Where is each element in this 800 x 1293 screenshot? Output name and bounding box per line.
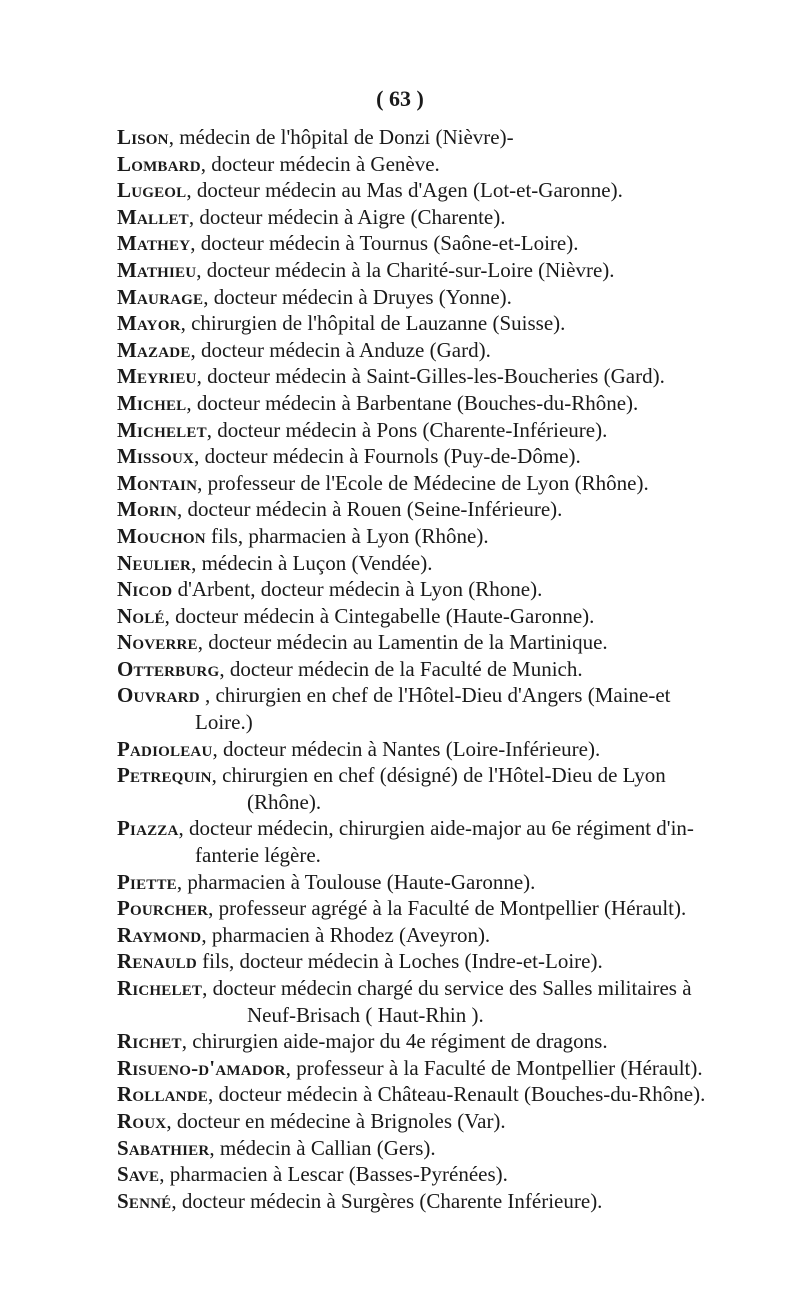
- entry-text: , docteur médecin à Pons (Charente-Inférieure).: [206, 417, 608, 442]
- entry-text: , docteur médecin à Surgères (Charente Inférieure).: [171, 1188, 603, 1213]
- entry-text: , docteur médecin à Genève.: [200, 151, 440, 176]
- entry-name: Pourcher: [117, 896, 209, 921]
- entry-name: Risueno-d'amador: [117, 1055, 286, 1080]
- entry-name: Otterburg: [117, 656, 220, 681]
- list-item-continuation: [117, 789, 677, 816]
- entry-name: Montain: [117, 470, 198, 495]
- entry-name: Roux: [117, 1108, 167, 1133]
- entry-name: Richelet: [117, 976, 203, 1000]
- entry-text: , docteur médecin à Nantes (Loire-Inférieure).: [212, 736, 601, 761]
- entry-text: , docteur médecin à Anduze (Gard).: [190, 337, 491, 362]
- entry-name: Missoux: [117, 444, 195, 469]
- list-item: [117, 895, 687, 922]
- list-item: [117, 815, 694, 842]
- entry-text: , docteur médecin de la Faculté de Munich.: [219, 656, 583, 681]
- entry-text: , docteur médecin, chirurgien aide-major au 6e régiment d'in-: [178, 816, 694, 841]
- list-item: [117, 948, 677, 975]
- entry-name: Meyrieu: [117, 364, 197, 389]
- list-item: [117, 337, 677, 364]
- list-item: [117, 124, 677, 151]
- entry-name: Piazza: [117, 816, 179, 841]
- entry-name: Neulier: [117, 550, 192, 575]
- entry-continuation-text: fanterie légère.: [195, 843, 321, 868]
- entry-text: , docteur médecin à Fournols (Puy-de-Dôme).: [194, 444, 581, 469]
- list-item: [117, 177, 677, 204]
- entry-text: , docteur médecin à Rouen (Seine-Inférieure).: [177, 497, 563, 522]
- list-item: [117, 1055, 703, 1082]
- list-item: [117, 656, 677, 683]
- entry-name: Senné: [117, 1188, 172, 1213]
- entry-text: , professeur de l'Ecole de Médecine de Lyon (Rhône).: [197, 470, 649, 495]
- entry-name: Padioleau: [117, 736, 213, 761]
- list-item: [117, 762, 677, 789]
- list-item: [117, 922, 677, 949]
- entry-text: , docteur médecin à Saint-Gilles-les-Boucheries (Gard).: [196, 364, 665, 389]
- entry-name: Maurage: [117, 284, 204, 309]
- list-item: [117, 417, 677, 444]
- entry-name: Mayor: [117, 311, 181, 336]
- entry-text: , docteur en médecine à Brignoles (Var).: [166, 1108, 506, 1133]
- list-item: [117, 257, 677, 284]
- entry-text: , pharmacien à Toulouse (Haute-Garonne).: [176, 869, 536, 894]
- list-item: [117, 390, 677, 417]
- entry-text: , chirurgien en chef de l'Hôtel-Dieu d'Angers (Maine-et: [199, 683, 671, 708]
- list-item: [117, 736, 677, 763]
- list-item: [117, 284, 677, 311]
- entry-continuation-text: Loire.): [195, 710, 253, 735]
- entry-name: Lison: [117, 125, 169, 149]
- entry-name: Renauld: [117, 949, 197, 974]
- entry-text: , docteur médecin à Cintegabelle (Haute-Garonne).: [164, 603, 595, 628]
- entry-name: Ouvrard: [117, 683, 200, 708]
- entry-name: Noverre: [117, 630, 198, 655]
- list-item: [117, 230, 677, 257]
- entry-name: Michel: [117, 390, 187, 415]
- list-item: [117, 1108, 677, 1135]
- list-item: [117, 363, 677, 390]
- list-item: [117, 470, 677, 497]
- list-item: [117, 1188, 677, 1215]
- page-number: ( 63 ): [376, 86, 424, 111]
- entry-text: , docteur médecin au Lamentin de la Martinique.: [197, 630, 608, 655]
- entry-name: Piette: [117, 869, 177, 894]
- entry-text: , docteur médecin à Château-Renault (Bouches-du-Rhône).: [207, 1082, 706, 1107]
- list-item: [117, 1028, 677, 1055]
- entry-text: , médecin à Luçon (Vendée).: [191, 550, 433, 575]
- entry-text: , docteur médecin à Aigre (Charente).: [188, 204, 506, 229]
- list-item: [117, 682, 677, 709]
- list-item: [117, 310, 677, 337]
- entry-text: , docteur médecin chargé du service des Salles militaires à: [202, 976, 692, 1000]
- entry-text: , docteur médecin à Barbentane (Bouches-du-Rhône).: [186, 390, 639, 415]
- entry-name: Mathieu: [117, 257, 197, 282]
- entry-name: Lombard: [117, 151, 201, 176]
- entry-text: fils, pharmacien à Lyon (Rhône).: [205, 523, 489, 548]
- list-item: [117, 576, 677, 603]
- list-item: [117, 523, 677, 550]
- entry-text: , docteur médecin à Druyes (Yonne).: [203, 284, 512, 309]
- entry-name: Michelet: [117, 417, 207, 442]
- entry-text: , chirurgien aide-major du 4e régiment de dragons.: [181, 1029, 608, 1054]
- subscriber-list: [117, 124, 706, 1214]
- entry-text: , pharmacien à Lescar (Basses-Pyrénées).: [159, 1162, 508, 1187]
- entry-text: , professeur à la Faculté de Montpellier (Hérault).: [285, 1055, 703, 1080]
- entry-text: , docteur médecin à Tournus (Saône-et-Loire).: [190, 231, 579, 256]
- list-item: [117, 496, 677, 523]
- entry-text: , médecin de l'hôpital de Donzi (Nièvre)-: [168, 125, 514, 149]
- entry-text: , chirurgien de l'hôpital de Lauzanne (Suisse).: [180, 311, 566, 336]
- list-item: [117, 443, 677, 470]
- list-item-continuation: [117, 709, 677, 736]
- entry-name: Lugeol: [117, 178, 187, 203]
- entry-name: Morin: [117, 497, 177, 522]
- entry-name: Nicod: [117, 577, 173, 602]
- entry-text: fils, docteur médecin à Loches (Indre-et-Loire).: [196, 949, 603, 974]
- list-item: [117, 1161, 677, 1188]
- entry-text: d'Arbent, docteur médecin à Lyon (Rhone).: [172, 577, 543, 602]
- entry-name: Richet: [117, 1029, 182, 1054]
- entry-name: Petrequin: [117, 763, 212, 788]
- list-item-continuation: [117, 842, 677, 869]
- list-item: [117, 603, 677, 630]
- list-item: [117, 151, 677, 178]
- entry-text: , chirurgien en chef (désigné) de l'Hôtel-Dieu de Lyon: [211, 763, 666, 788]
- list-item-continuation: [117, 1002, 677, 1029]
- entry-text: , docteur médecin à la Charité-sur-Loire (Nièvre).: [196, 257, 615, 282]
- entry-name: Mallet: [117, 204, 189, 229]
- entry-text: , docteur médecin au Mas d'Agen (Lot-et-Garonne).: [186, 178, 623, 203]
- entry-name: Nolé: [117, 603, 165, 628]
- entry-continuation-text: Neuf-Brisach ( Haut-Rhin ).: [247, 1002, 484, 1027]
- entry-name: Raymond: [117, 922, 202, 947]
- entry-name: Mouchon: [117, 523, 206, 548]
- entry-name: Save: [117, 1162, 160, 1187]
- entry-name: Sabathier: [117, 1135, 210, 1160]
- list-item: [117, 204, 677, 231]
- entry-name: Rollande: [117, 1082, 208, 1107]
- list-item: [117, 975, 692, 1002]
- entry-continuation-text: (Rhône).: [247, 789, 322, 814]
- entry-text: , professeur agrégé à la Faculté de Montpellier (Hérault).: [208, 896, 687, 921]
- list-item: [117, 629, 677, 656]
- entry-name: Mathey: [117, 231, 191, 256]
- list-item: [117, 869, 677, 896]
- list-item: [117, 550, 677, 577]
- entry-text: , médecin à Callian (Gers).: [209, 1135, 436, 1160]
- entry-text: , pharmacien à Rhodez (Aveyron).: [201, 922, 491, 947]
- entry-name: Mazade: [117, 337, 191, 362]
- list-item: [117, 1135, 677, 1162]
- list-item: [117, 1081, 706, 1108]
